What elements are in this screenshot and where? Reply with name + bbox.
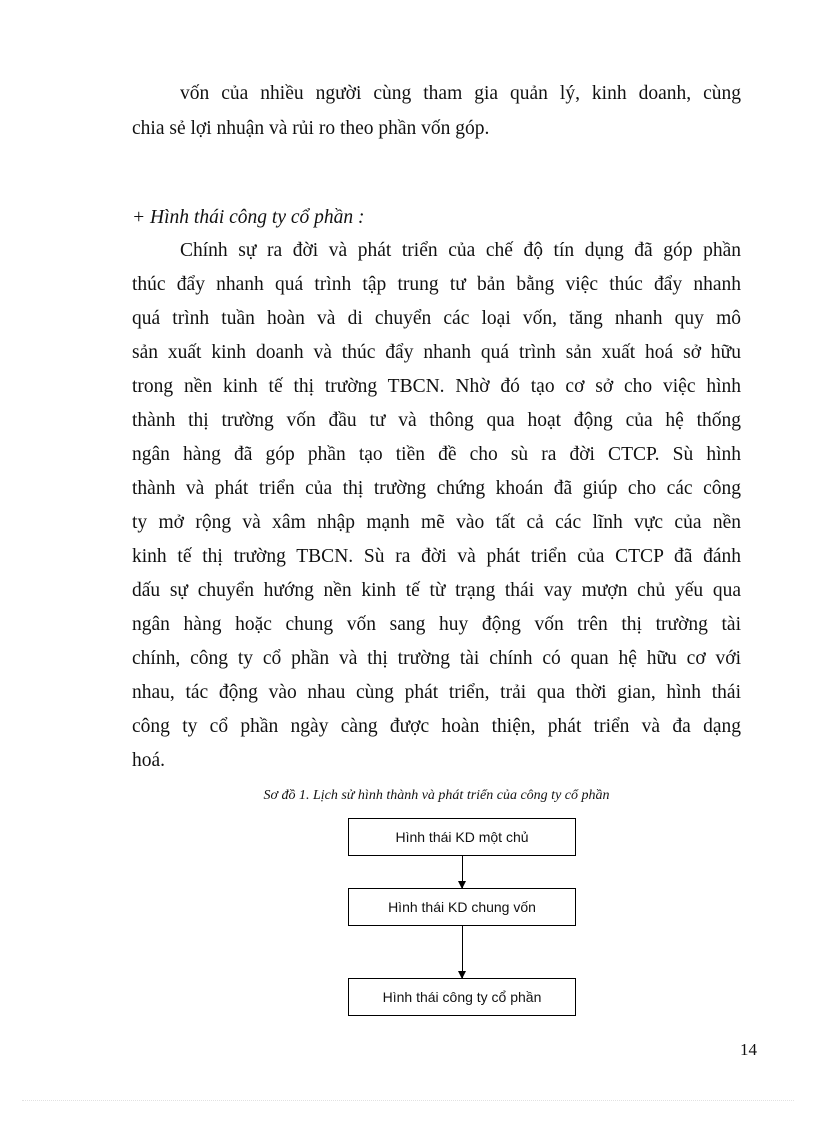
paragraph-line: kinh tế thị trường TBCN. Sù ra đời và phát triển của CTCP đã đánh [132, 546, 741, 567]
diagram-node-partnership: Hình thái KD chung vốn [348, 888, 576, 926]
paragraph-line: công ty cổ phần ngày càng được hoàn thiện, phát triển và đa dạng [132, 716, 741, 737]
diagram-arrow [462, 926, 463, 978]
paragraph-line: ty mở rộng và xâm nhập mạnh mẽ vào tất cả các lĩnh vực của nền [132, 512, 741, 533]
paragraph-line: chia sẻ lợi nhuận và rủi ro theo phần vốn góp. [132, 118, 490, 139]
diagram-caption: Sơ đồ 1. Lịch sử hình thành và phát triển của công ty cổ phần [263, 788, 610, 803]
diagram-arrow [462, 856, 463, 888]
paragraph-line: Chính sự ra đời và phát triển của chế độ tín dụng đã góp phần [180, 240, 741, 261]
diagram-node-sole-proprietor: Hình thái KD một chủ [348, 818, 576, 856]
page-divider [22, 1100, 794, 1101]
paragraph-line: quá trình tuần hoàn và di chuyển các loại vốn, tăng nhanh quy mô [132, 308, 741, 329]
paragraph-line: ngân hàng hoặc chung vốn sang huy động vốn trên thị trường tài [132, 614, 741, 635]
paragraph-line: thành và phát triển của thị trường chứng khoán đã giúp cho các công [132, 478, 741, 499]
section-heading: + Hình thái công ty cổ phần : [132, 207, 365, 228]
paragraph-line: sản xuất kinh doanh và thúc đẩy nhanh quá trình sản xuất hoá sở hữu [132, 342, 741, 363]
diagram-node-joint-stock-company: Hình thái công ty cổ phần [348, 978, 576, 1016]
paragraph-line: ngân hàng đã góp phần tạo tiền đề cho sù ra đời CTCP. Sù hình [132, 444, 741, 465]
paragraph-line: hoá. [132, 750, 166, 771]
paragraph-line: thúc đẩy nhanh quá trình tập trung tư bản bằng việc thúc đẩy nhanh [132, 274, 741, 295]
paragraph-line: chính, công ty cổ phần và thị trường tài chính có quan hệ hữu cơ với [132, 648, 741, 669]
page-number: 14 [740, 1040, 757, 1059]
paragraph-line: thành thị trường vốn đầu tư và thông qua hoạt động của hệ thống [132, 410, 741, 431]
paragraph-line: dấu sự chuyển hướng nền kinh tế từ trạng thái vay mượn chủ yếu qua [132, 580, 741, 601]
paragraph-line: vốn của nhiều người cùng tham gia quản lý, kinh doanh, cùng [180, 83, 741, 104]
paragraph-line: trong nền kinh tế thị trường TBCN. Nhờ đó tạo cơ sở cho việc hình [132, 376, 741, 397]
paragraph-line: nhau, tác động vào nhau cùng phát triển, trải qua thời gian, hình thái [132, 682, 741, 703]
